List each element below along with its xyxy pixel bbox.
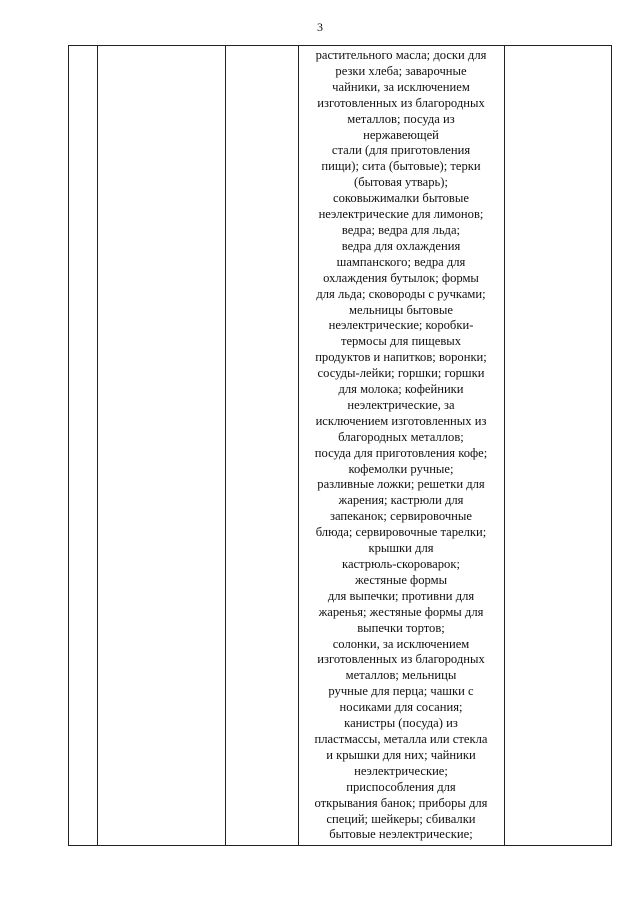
cell-text-line: носиками для сосания;	[339, 700, 463, 715]
cell-text-line: шампанского; ведра для	[336, 254, 466, 269]
cell-text-line: изготовленных из благородных	[317, 652, 485, 667]
cell-text-line: неэлектрические, за	[347, 397, 455, 412]
cell-text-line: посуда для приготовления кофе;	[314, 445, 488, 460]
cell-text-line: и крышки для них; чайники	[326, 747, 476, 762]
cell-text-line: неэлектрические для лимонов;	[318, 207, 484, 222]
cell-text-line: исключением изготовленных из	[315, 413, 487, 428]
cell-text-line: продуктов и напитков; воронки;	[315, 350, 487, 365]
document-table	[68, 45, 612, 846]
table-column-divider	[504, 46, 505, 845]
cell-text-line: благородных металлов;	[338, 429, 464, 444]
cell-text-line: выпечки тортов;	[357, 620, 445, 635]
cell-text-line: запеканок; сервировочные	[330, 509, 472, 524]
page-number: 3	[317, 20, 323, 34]
cell-text-line: крышки для	[368, 541, 434, 556]
cell-text-line: жаренья; жестяные формы для	[318, 604, 484, 619]
cell-text-line: соковыжималки бытовые	[333, 191, 469, 206]
cell-text-line: блюда; сервировочные тарелки;	[315, 525, 487, 540]
cell-text-line: солонки, за исключением	[332, 636, 470, 651]
cell-text-line: резки хлеба; заварочные	[335, 63, 467, 78]
cell-text-line: охлаждения бутылок; формы	[323, 270, 479, 285]
cell-text-line: изготовленных из благородных	[317, 95, 485, 110]
cell-text-line: растительного масла; доски для	[315, 48, 487, 62]
cell-text-line: пластмассы, металла или стекла	[314, 731, 488, 746]
cell-text-line: для выпечки; противни для	[327, 588, 475, 603]
cell-text-line: кофемолки ручные;	[348, 461, 454, 476]
cell-text-line: неэлектрические; коробки-	[328, 318, 474, 333]
table-column-divider	[225, 46, 226, 845]
cell-text-line: чайники, за исключением	[332, 79, 470, 94]
cell-text-line: для молока; кофейники	[338, 382, 464, 397]
cell-text-line: специй; шейкеры; сбивалки	[326, 811, 476, 826]
cell-text-line: приспособления для	[346, 779, 456, 794]
cell-text-line: разливные ложки; решетки для	[317, 477, 485, 492]
cell-text-line: металлов; посуда из	[347, 111, 455, 126]
cell-text-line: термосы для пищевых	[340, 334, 462, 349]
cell-text-line: канистры (посуда) из	[344, 716, 458, 731]
cell-text-line: ведра для охлаждения	[341, 238, 461, 253]
table-column-divider	[97, 46, 98, 845]
cell-text-line: мельницы бытовые	[349, 302, 453, 317]
cell-text-line: кастрюль-скороварок;	[342, 557, 460, 571]
cell-text-line: ведра; ведра для льда;	[341, 222, 461, 237]
cell-text-line: стали (для приготовления	[331, 143, 471, 158]
cell-text-line: металлов; мельницы	[345, 668, 457, 683]
cell-text-line: ручные для перца; чашки с	[328, 684, 474, 699]
cell-text-line: пищи); сита (бытовые); терки	[321, 159, 481, 174]
cell-text-line: (бытовая утварь);	[354, 175, 448, 190]
goods-list-cell	[299, 48, 503, 843]
cell-text-line: бытовые неэлектрические;	[329, 827, 473, 842]
cell-text-line: сосуды-лейки; горшки; горшки	[317, 366, 485, 381]
cell-text-line: неэлектрические;	[354, 763, 448, 778]
cell-text-line: для льда; сковороды с ручками;	[316, 286, 486, 301]
cell-text-line: открывания банок; приборы для	[314, 795, 488, 810]
cell-text-line: жестяные формы	[354, 572, 448, 587]
cell-text-line: жарения; кастрюли для	[338, 493, 464, 508]
cell-text-line: нержавеющей	[363, 127, 439, 142]
